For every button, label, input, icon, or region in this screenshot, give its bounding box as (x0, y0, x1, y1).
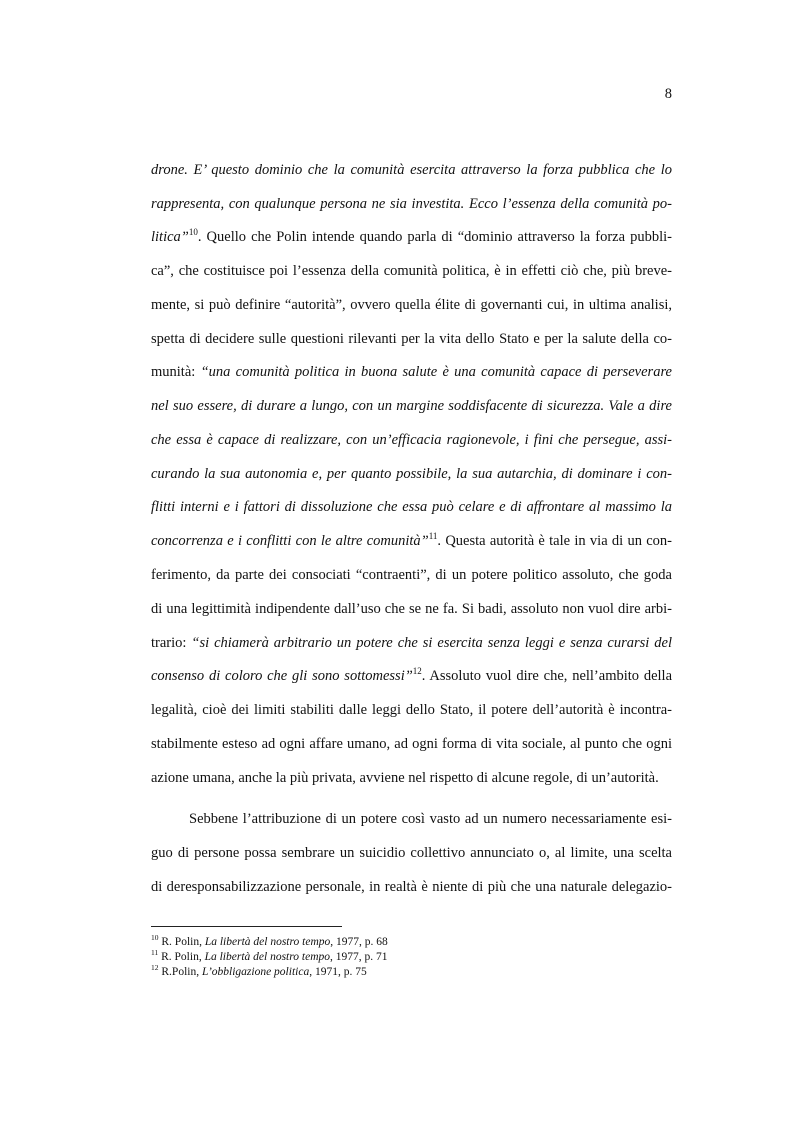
footnote-divider (151, 926, 342, 927)
page-number: 8 (664, 86, 672, 102)
text-line: ca”, che costituisce poi l’essenza della comunità politica, è in effetti ciò che, più breve- (151, 263, 672, 279)
text-line: ferimento, da parte dei consociati “contraenti”, di un potere politico assoluto, che goda (151, 567, 672, 583)
text-line: di una legittimità indipendente dall’uso che se ne fa. Si badi, assoluto non vuol dire arbi- (151, 601, 672, 617)
text-line: flitti interni e i fattori di dissoluzione che essa può celare e di affrontare al massimo la (151, 499, 672, 515)
text-line: curando la sua autonomia e, per quanto possibile, la sua autarchia, di dominare i con- (151, 466, 672, 482)
text-line: stabilmente esteso ad ogni affare umano, ad ogni forma di vita sociale, al punto che ogni (151, 736, 672, 752)
text-line: trario: “si chiamerà arbitrario un potere che si esercita senza leggi e senza curarsi del (151, 635, 672, 651)
text-line: concorrenza e i conflitti con le altre comunità”$^{11}$. Questa autorità è tale in via di un con- (151, 531, 673, 549)
footnote: $^{12}$ R.Polin, L’obbligazione politica, 1971, p. 75 (151, 963, 367, 978)
footnote-ref: 10 (188, 227, 198, 238)
text-line: drone. E’ questo dominio che la comunità esercita attraverso la forza pubblica che lo (151, 162, 672, 178)
footnote: $^{10}$ R. Polin, La libertà del nostro tempo, 1977, p. 68 (151, 933, 388, 948)
text-line: rappresenta, con qualunque persona ne sia investita. Ecco l’essenza della comunità po- (151, 196, 672, 212)
text-line: che essa è capace di realizzare, con un’efficacia ragionevole, i fini che persegue, assi- (151, 432, 672, 448)
text-line: litica”$^{10}$. Quello che Polin intende quando parla di “dominio attraverso la forza pubbli- (151, 227, 672, 245)
text-line: mente, si può definire “autorità”, ovvero quella élite di governanti cui, in ultima analisi, (151, 297, 672, 313)
footnote-ref: 11 (428, 531, 438, 542)
text-line: di deresponsabilizzazione personale, in realtà è niente di più che una naturale delegazio- (151, 879, 672, 895)
text-line: munità: “una comunità politica in buona salute è una comunità capace di perseverare (151, 364, 672, 380)
text-line: nel suo essere, di durare a lungo, con un margine soddisfacente di sicurezza. Vale a dire (151, 398, 672, 414)
text-line: spetta di decidere sulle questioni rilevanti per la vita dello Stato e per la salute della co- (151, 331, 672, 347)
text-line: consenso di coloro che gli sono sottomessi”$^{12}$. Assoluto vuol dire che, nell’ambito della (151, 666, 673, 684)
footnote: $^{11}$ R. Polin, La libertà del nostro tempo, 1977, p. 71 (151, 948, 388, 963)
footnote-ref: 12 (412, 666, 422, 677)
text-line: guo di persone possa sembrare un suicidio collettivo annunciato o, al limite, una scelta (151, 845, 672, 861)
text-line: Sebbene l’attribuzione di un potere così vasto ad un numero necessariamente esi- (189, 811, 672, 827)
text-line: legalità, cioè dei limiti stabiliti dalle leggi dello Stato, il potere dell’autorità è incontra- (151, 702, 672, 718)
text-line: azione umana, anche la più privata, avviene nel rispetto di alcune regole, di un’autorità. (151, 770, 659, 786)
